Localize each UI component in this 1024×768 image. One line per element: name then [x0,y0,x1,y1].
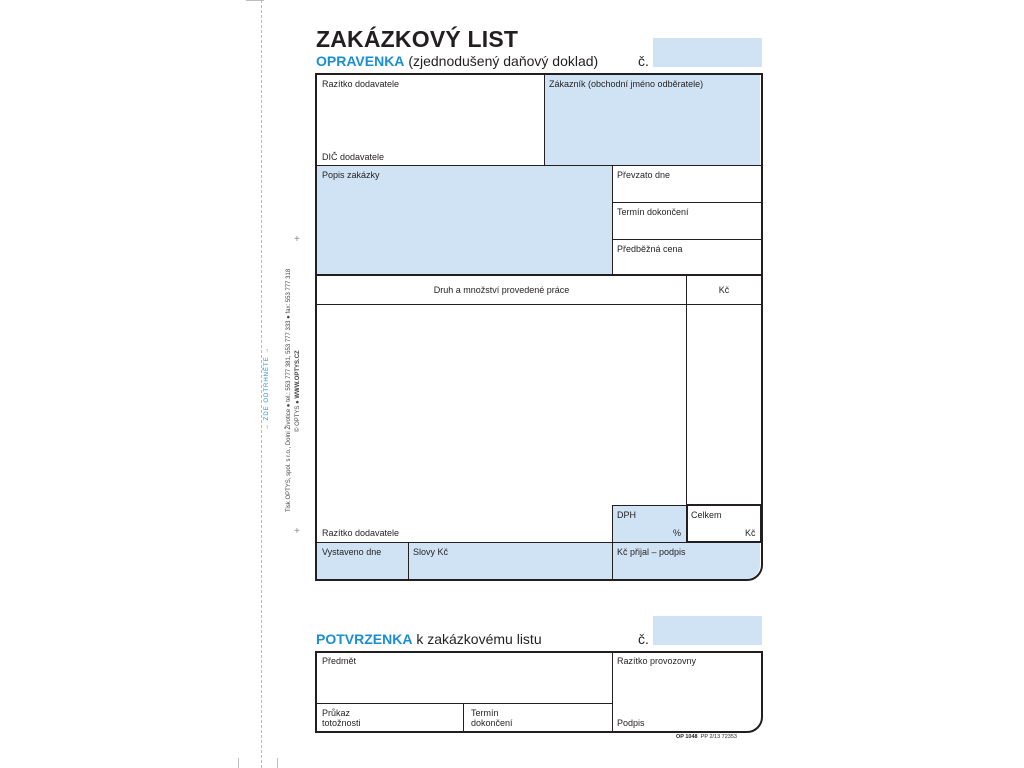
supplier-dic-label: DIČ dodavatele [322,152,385,162]
divider [317,274,761,276]
registration-mark: + [294,526,300,537]
vat-unit-label: % [673,528,682,538]
in-words-label: Slovy Kč [413,547,449,557]
registration-mark: + [294,234,300,245]
job-description-label: Popis zakázky [322,170,380,180]
receipt-title-rest: k zakázkovému listu [416,631,542,647]
work-description-area[interactable] [317,305,686,505]
form-subtitle [316,53,598,69]
crop-mark [277,758,278,768]
tear-here-label: → ZDE ODTRHNĚTE → [264,346,270,430]
work-header-label: Druh a množství provedené práce [433,285,570,295]
receipt-title [316,631,542,647]
shop-stamp-label: Razítko provozovny [617,656,697,666]
supplier-stamp-label: Razítko dodavatele [322,79,400,89]
receipt-title-strong: POTVRZENKA [316,631,413,647]
item-label: Předmět [322,656,357,666]
completion-date-label: Termín dokončení [617,207,689,217]
form-code: OP 1048 PP 2/13 72353 [676,734,737,740]
printer-web: © OPTYS ● WWW.OPTYS.CZ [295,350,301,432]
subtitle-rest: (zjednodušený daňový doklad) [408,53,599,69]
subtitle-strong: OPRAVENKA [316,53,405,69]
signature-label: Podpis [617,718,645,728]
receipt-number-label: č. [638,631,649,647]
job-description-field[interactable] [317,166,612,274]
total-unit-label: Kč [745,528,756,538]
crop-mark [246,0,264,1]
item-field[interactable] [317,653,612,703]
received-signature-label: Kč přijal – podpis [617,547,686,557]
received-on-label: Převzato dne [617,170,671,180]
receipt-number-field[interactable] [653,616,762,645]
term-label-2: dokončení [471,718,513,728]
form-title: ZAKÁZKOVÝ LIST [316,26,519,52]
currency-header-label: Kč [718,285,730,295]
id-card-label-1: Průkaz [322,708,351,718]
vat-label: DPH [617,510,637,520]
printer-info: Tisk OPTYS, spol. s r.o., Dolní Životice ● tel.: 553 777 381, 553 777 333 ● fax: 553 777 318 [286,268,292,512]
number-label: č. [638,53,649,69]
issued-on-label: Vystaveno dne [322,547,382,557]
customer-label: Zákazník (obchodní jméno odběratele) [549,79,704,89]
perforation-line [261,0,262,768]
total-label: Celkem [691,510,722,520]
crop-mark [238,758,239,768]
estimated-price-label: Předběžná cena [617,244,683,254]
work-price-area[interactable] [687,305,761,504]
supplier-stamp-bottom-label: Razítko dodavatele [322,528,400,538]
id-card-label-2: totožnosti [322,718,361,728]
term-label-1: Termín [471,708,499,718]
form-number-field[interactable] [653,38,762,67]
